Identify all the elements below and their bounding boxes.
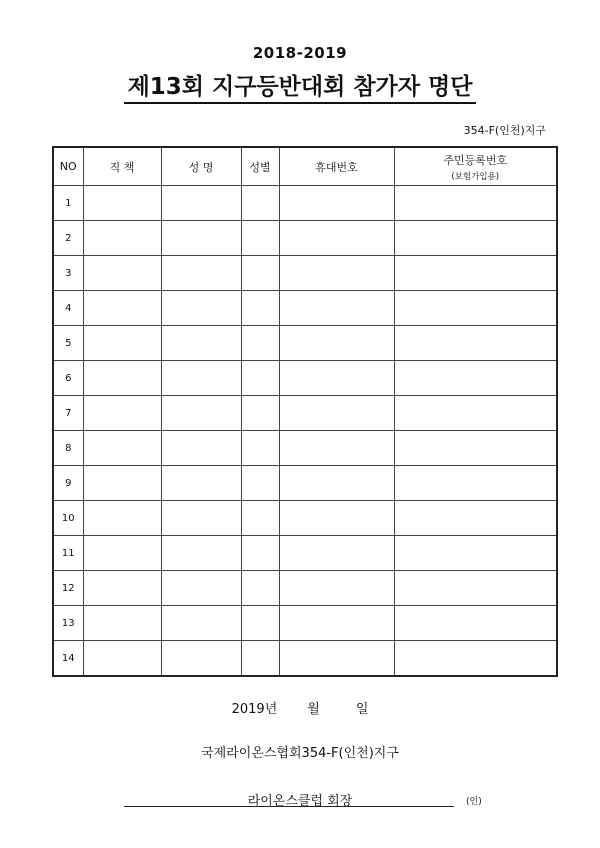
- table-row: [53, 256, 557, 291]
- gender-cell[interactable]: [241, 326, 279, 361]
- document-title: [0, 68, 600, 104]
- position-cell[interactable]: [83, 641, 161, 677]
- name-cell[interactable]: [161, 256, 241, 291]
- name-cell[interactable]: [161, 431, 241, 466]
- row-number: 3: [53, 256, 83, 291]
- position-cell[interactable]: [83, 326, 161, 361]
- phone-cell[interactable]: [279, 361, 394, 396]
- resident-id-cell[interactable]: [394, 186, 557, 221]
- position-cell[interactable]: [83, 501, 161, 536]
- name-cell[interactable]: [161, 536, 241, 571]
- table-row: [53, 466, 557, 501]
- gender-cell[interactable]: [241, 361, 279, 396]
- row-number: 11: [53, 536, 83, 571]
- gender-cell[interactable]: [241, 396, 279, 431]
- column-header-gender: 성별: [241, 147, 279, 186]
- position-cell[interactable]: [83, 256, 161, 291]
- gender-cell[interactable]: [241, 186, 279, 221]
- row-number: 5: [53, 326, 83, 361]
- seal-mark: (인): [466, 797, 482, 807]
- date-year: 2019년: [231, 702, 278, 717]
- table-row: [53, 606, 557, 641]
- name-cell[interactable]: [161, 571, 241, 606]
- table-body: [53, 186, 557, 677]
- column-header-resident-id-sub: (보험가입용): [451, 171, 500, 182]
- row-number: 10: [53, 501, 83, 536]
- gender-cell[interactable]: [241, 641, 279, 677]
- name-cell[interactable]: [161, 326, 241, 361]
- name-cell[interactable]: [161, 396, 241, 431]
- resident-id-cell[interactable]: [394, 396, 557, 431]
- phone-cell[interactable]: [279, 256, 394, 291]
- name-cell[interactable]: [161, 501, 241, 536]
- column-header-position: 직 책: [83, 147, 161, 186]
- position-cell[interactable]: [83, 291, 161, 326]
- date-month: 월: [307, 702, 320, 717]
- column-header-resident-id: [394, 147, 557, 186]
- resident-id-cell[interactable]: [394, 501, 557, 536]
- gender-cell[interactable]: [241, 571, 279, 606]
- phone-cell[interactable]: [279, 221, 394, 256]
- table-row: [53, 221, 557, 256]
- row-number: 14: [53, 641, 83, 677]
- document-year: 2018-2019: [252, 44, 348, 62]
- name-cell[interactable]: [161, 361, 241, 396]
- district-label: 354-F(인천)지구: [463, 124, 546, 137]
- table-row: [53, 431, 557, 466]
- resident-id-cell[interactable]: [394, 221, 557, 256]
- name-cell[interactable]: [161, 221, 241, 256]
- gender-cell[interactable]: [241, 466, 279, 501]
- participant-table: [52, 146, 558, 677]
- gender-cell[interactable]: [241, 536, 279, 571]
- phone-cell[interactable]: [279, 641, 394, 677]
- table-row: [53, 361, 557, 396]
- table-row: [53, 186, 557, 221]
- resident-id-cell[interactable]: [394, 256, 557, 291]
- name-cell[interactable]: [161, 291, 241, 326]
- column-header-phone: 휴대번호: [279, 147, 394, 186]
- phone-cell[interactable]: [279, 396, 394, 431]
- gender-cell[interactable]: [241, 501, 279, 536]
- phone-cell[interactable]: [279, 186, 394, 221]
- table-row: [53, 291, 557, 326]
- gender-cell[interactable]: [241, 256, 279, 291]
- gender-cell[interactable]: [241, 431, 279, 466]
- name-cell[interactable]: [161, 641, 241, 677]
- signature-line: [124, 806, 454, 807]
- resident-id-cell[interactable]: [394, 606, 557, 641]
- position-cell[interactable]: [83, 361, 161, 396]
- table-row: [53, 501, 557, 536]
- resident-id-cell[interactable]: [394, 361, 557, 396]
- resident-id-cell[interactable]: [394, 326, 557, 361]
- row-number: 8: [53, 431, 83, 466]
- row-number: 2: [53, 221, 83, 256]
- phone-cell[interactable]: [279, 326, 394, 361]
- name-cell[interactable]: [161, 466, 241, 501]
- phone-cell[interactable]: [279, 571, 394, 606]
- row-number: 4: [53, 291, 83, 326]
- phone-cell[interactable]: [279, 606, 394, 641]
- resident-id-cell[interactable]: [394, 466, 557, 501]
- signer-title: 라이온스클럽 회장: [247, 794, 353, 809]
- phone-cell[interactable]: [279, 501, 394, 536]
- column-header-resident-id-label: 주민등록번호: [443, 153, 508, 167]
- name-cell[interactable]: [161, 186, 241, 221]
- resident-id-cell[interactable]: [394, 571, 557, 606]
- resident-id-cell[interactable]: [394, 431, 557, 466]
- resident-id-cell[interactable]: [394, 641, 557, 677]
- column-header-name: 성 명: [161, 147, 241, 186]
- phone-cell[interactable]: [279, 431, 394, 466]
- phone-cell[interactable]: [279, 536, 394, 571]
- position-cell[interactable]: [83, 221, 161, 256]
- row-number: 7: [53, 396, 83, 431]
- gender-cell[interactable]: [241, 291, 279, 326]
- position-cell[interactable]: [83, 466, 161, 501]
- row-number: 1: [53, 186, 83, 221]
- table-row: [53, 641, 557, 677]
- phone-cell[interactable]: [279, 291, 394, 326]
- resident-id-cell[interactable]: [394, 536, 557, 571]
- table-row: [53, 536, 557, 571]
- name-cell[interactable]: [161, 606, 241, 641]
- table-header-row: [53, 147, 557, 186]
- association-name: 국제라이온스협회354-F(인천)지구: [201, 746, 399, 761]
- row-number: 9: [53, 466, 83, 501]
- table-row: [53, 396, 557, 431]
- document-title-text: 제13회 지구등반대회 참가자 명단: [124, 68, 477, 104]
- table-row: [53, 326, 557, 361]
- gender-cell[interactable]: [241, 606, 279, 641]
- date-day: 일: [355, 702, 369, 717]
- row-number: 12: [53, 571, 83, 606]
- table-row: [53, 571, 557, 606]
- position-cell[interactable]: [83, 396, 161, 431]
- position-cell[interactable]: [83, 606, 161, 641]
- position-cell[interactable]: [83, 571, 161, 606]
- position-cell[interactable]: [83, 186, 161, 221]
- row-number: 6: [53, 361, 83, 396]
- gender-cell[interactable]: [241, 221, 279, 256]
- date-line: [0, 698, 600, 717]
- position-cell[interactable]: [83, 536, 161, 571]
- resident-id-cell[interactable]: [394, 291, 557, 326]
- phone-cell[interactable]: [279, 466, 394, 501]
- column-header-no: NO: [53, 147, 83, 186]
- row-number: 13: [53, 606, 83, 641]
- position-cell[interactable]: [83, 431, 161, 466]
